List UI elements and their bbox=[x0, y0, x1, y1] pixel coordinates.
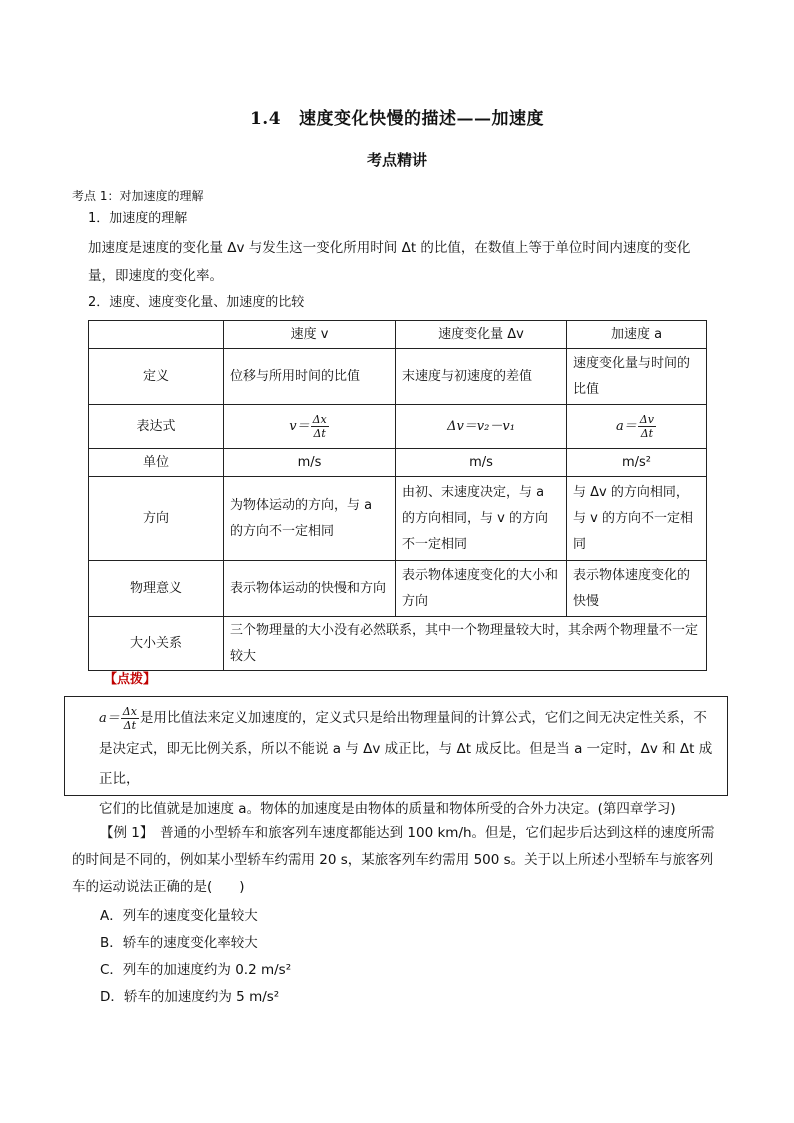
table-row bbox=[89, 561, 707, 617]
formula-lhs: a＝ bbox=[616, 419, 637, 434]
dianbo-line-1-text: 是用比值法来定义加速度的，定义式只是给出物理量间的计算公式，它们之间无决定性关系，不 bbox=[139, 710, 707, 726]
table-cell: 末速度与初速度的差值 bbox=[396, 349, 567, 405]
fraction-numerator: Δx bbox=[312, 413, 327, 426]
table-cell: 位移与所用时间的比值 bbox=[224, 349, 396, 405]
item-heading-1: 1．加速度的理解 bbox=[88, 211, 188, 226]
dianbo-line-3: 它们的比值就是加速度 a。物体的加速度是由物体的质量和物体所受的合外力决定。(第四章学习) bbox=[99, 801, 676, 817]
example-line-2: 的时间是不同的，例如某小型轿车约需用 20 s，某旅客列车约需用 500 s。关于以上所述小型轿车与旅客列 bbox=[72, 852, 714, 868]
fraction bbox=[638, 413, 656, 440]
table-header-row bbox=[89, 321, 707, 349]
option-a: A．列车的速度变化量较大 bbox=[100, 908, 258, 924]
dianbo-box bbox=[64, 696, 728, 817]
example-question bbox=[72, 820, 728, 901]
fraction bbox=[121, 705, 139, 732]
row-label: 表达式 bbox=[89, 405, 224, 449]
section-title-text: 速度变化快慢的描述——加速度 bbox=[299, 109, 545, 129]
row-label: 方向 bbox=[89, 477, 224, 561]
formula-cell bbox=[396, 405, 567, 449]
formula-lhs: v＝ bbox=[289, 419, 310, 434]
table-row bbox=[89, 405, 707, 449]
example-line-3: 车的运动说法正确的是( ) bbox=[72, 879, 245, 895]
subtitle: 考点精讲 bbox=[366, 151, 427, 169]
fraction-denominator: Δt bbox=[123, 718, 137, 732]
table-row bbox=[89, 449, 707, 477]
row-label: 单位 bbox=[89, 449, 224, 477]
section-title bbox=[0, 104, 794, 129]
table-cell: 表示物体运动的快慢和方向 bbox=[224, 561, 396, 617]
formula-cell bbox=[224, 405, 396, 449]
section-number: 1.4 bbox=[249, 109, 282, 129]
option-d: D．轿车的加速度约为 5 m/s² bbox=[100, 989, 280, 1005]
formula-text: Δv＝v₂－v₁ bbox=[447, 418, 515, 434]
dianbo-label: 【点拨】 bbox=[104, 672, 157, 687]
table-row bbox=[89, 349, 707, 405]
table-header-cell: 速度变化量 Δv bbox=[396, 321, 567, 349]
table-cell: 三个物理量的大小没有必然联系，其中一个物理量较大时，其余两个物理量不一定较大 bbox=[224, 617, 707, 671]
table-cell: m/s bbox=[396, 449, 567, 477]
option-c: C．列车的加速度约为 0.2 m/s² bbox=[100, 962, 292, 978]
table-cell: 速度变化量与时间的比值 bbox=[567, 349, 707, 405]
fraction-denominator: Δt bbox=[640, 427, 654, 440]
fraction-numerator: Δx bbox=[122, 704, 137, 718]
comparison-table bbox=[88, 320, 707, 671]
table-row bbox=[89, 617, 707, 671]
table-cell: m/s² bbox=[567, 449, 707, 477]
fraction bbox=[311, 413, 329, 440]
example-line-1: 【例 1】 普通的小型轿车和旅客列车速度都能达到 100 km/h。但是，它们起步后达到这样的速度所需 bbox=[100, 825, 715, 841]
row-label: 物理意义 bbox=[89, 561, 224, 617]
table-cell: 表示物体速度变化的快慢 bbox=[567, 561, 707, 617]
table-row bbox=[89, 477, 707, 561]
paragraph-line-2: 量，即速度的变化率。 bbox=[88, 268, 223, 284]
table-header-cell: 加速度 a bbox=[567, 321, 707, 349]
dianbo-line-2: 是决定式，即无比例关系，所以不能说 a 与 Δv 成正比，与 Δt 成反比。但是当 a 一定时，Δv 和 Δt 成正比， bbox=[99, 741, 713, 787]
definition-paragraph bbox=[88, 234, 708, 290]
table-header-cell: 速度 v bbox=[224, 321, 396, 349]
table-cell: 由初、末速度决定，与 a 的方向相同，与 v 的方向不一定相同 bbox=[396, 477, 567, 561]
paragraph-line-1: 加速度是速度的变化量 Δv 与发生这一变化所用时间 Δt 的比值，在数值上等于单位时间内速度的变化 bbox=[88, 240, 691, 256]
formula-cell bbox=[567, 405, 707, 449]
dianbo-line-1 bbox=[99, 703, 717, 734]
row-label: 大小关系 bbox=[89, 617, 224, 671]
item-heading-2: 2．速度、速度变化量、加速度的比较 bbox=[88, 295, 305, 310]
option-b: B．轿车的速度变化率较大 bbox=[100, 935, 258, 951]
table-cell: 表示物体速度变化的大小和方向 bbox=[396, 561, 567, 617]
table-cell: 与 Δv 的方向相同，与 v 的方向不一定相同 bbox=[567, 477, 707, 561]
fraction-numerator: Δv bbox=[639, 413, 654, 426]
formula-lhs: a＝ bbox=[99, 711, 120, 726]
row-label: 定义 bbox=[89, 349, 224, 405]
table-header-cell bbox=[89, 321, 224, 349]
table-cell: m/s bbox=[224, 449, 396, 477]
fraction-denominator: Δt bbox=[313, 427, 326, 440]
kaodian-heading: 考点 1：对加速度的理解 bbox=[72, 189, 204, 203]
table-cell: 为物体运动的方向，与 a 的方向不一定相同 bbox=[224, 477, 396, 561]
